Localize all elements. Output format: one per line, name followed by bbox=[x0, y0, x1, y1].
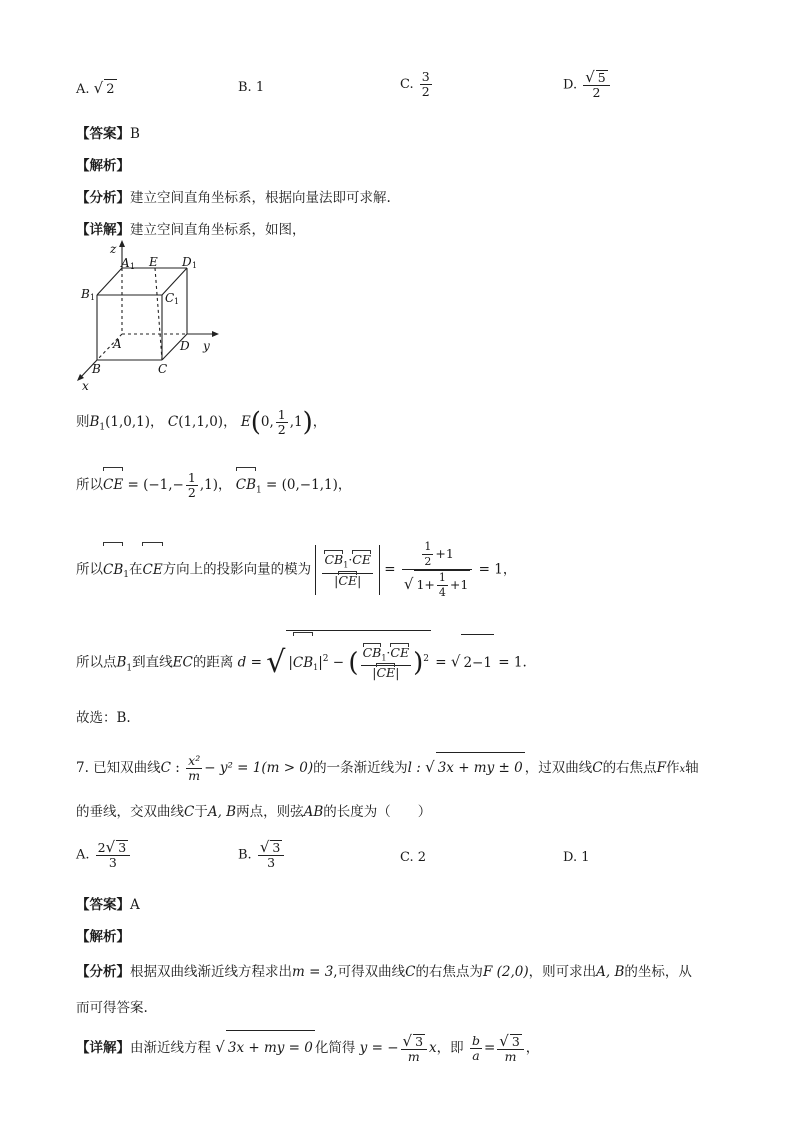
text: 所以 bbox=[76, 561, 103, 578]
x-symbol: x bbox=[679, 764, 686, 775]
point-e: E bbox=[240, 414, 251, 430]
label-c1-sub: 1 bbox=[174, 297, 180, 306]
exponent: 2 bbox=[322, 654, 329, 664]
plus-term: +1 bbox=[435, 546, 454, 561]
term: 1+ bbox=[416, 577, 435, 592]
chord-ab: AB bbox=[303, 804, 324, 820]
text: 的右焦点 bbox=[602, 760, 657, 776]
m-value: m = 3 bbox=[292, 964, 334, 980]
numerator: √ 3 bbox=[401, 1034, 428, 1050]
x-symbol: x bbox=[429, 1040, 437, 1056]
label-d: D bbox=[180, 339, 190, 353]
answer-tag: 【答案】 bbox=[76, 897, 130, 913]
line-ec: EC bbox=[172, 654, 193, 671]
text: ，即 bbox=[436, 1040, 464, 1056]
denominator: 2 bbox=[421, 84, 430, 99]
q7-option-c: C. 2 bbox=[400, 850, 427, 865]
text: 的一条渐近线为 bbox=[313, 760, 408, 776]
label-x: x bbox=[82, 379, 89, 393]
q7-xiangjie: 【详解】由渐近线方程 √ 3x + my = 0 化简得 y = − $\frac{√ 3}{m}$ x，即 $\frac{b}{a}$ = $\frac{√ 3}{m}$ ， bbox=[76, 1031, 540, 1064]
label-d1-sub: 1 bbox=[192, 261, 198, 270]
label-a1-sub: 1 bbox=[130, 262, 136, 271]
edge-a1-b1 bbox=[97, 268, 122, 295]
point-b1: B bbox=[116, 654, 127, 671]
denominator: a bbox=[472, 1048, 480, 1063]
fraction bbox=[258, 840, 285, 870]
q6-fenxi bbox=[76, 188, 391, 208]
denominator: m bbox=[188, 768, 201, 783]
q6-vectors: 所以CE = (−1,− $\frac{1}{2}$ ,1)， $CB_1 = (0,-1,1)$， bbox=[76, 470, 352, 500]
fenxi-text: 建立空间直角坐标系，根据向量法即可求解. bbox=[130, 190, 391, 206]
radical-expression: $|CB_1|^2$ − ( $\frac{CB_1\cdot CE}{|CE|}$ )$^2$ bbox=[286, 630, 431, 696]
xiangjie-tag: 【详解】 bbox=[76, 222, 130, 238]
q7-stem-line2: 的垂线，交双曲线C于A, B两点，则弦AB的长度为（ ） bbox=[76, 804, 432, 820]
q6-analysis-tag: 【解析】 bbox=[76, 158, 130, 174]
z-arrow-icon bbox=[119, 240, 125, 247]
denominator: 2 bbox=[592, 85, 601, 100]
radicand: 5 bbox=[597, 70, 606, 85]
denominator: 4 bbox=[438, 586, 446, 599]
cube-diagram bbox=[72, 238, 232, 393]
q7-stem-line1: 7. 已知双曲线C : $\frac{\text{x²}}{m}$ − y² = 1(m > 0)的一条渐近线为l : √ 3x + my ± 0 ，过双曲线C的右焦点F作x轴 bbox=[76, 753, 699, 783]
q7-option-a bbox=[76, 840, 132, 870]
radicand: 3 bbox=[511, 1033, 520, 1049]
fraction bbox=[402, 540, 472, 600]
fraction bbox=[96, 840, 130, 870]
points-ab: A, B bbox=[596, 964, 625, 980]
vector-cb1: CB bbox=[236, 470, 256, 500]
term: +1 bbox=[449, 577, 469, 592]
fraction bbox=[420, 70, 432, 99]
numerator: x² bbox=[188, 753, 201, 768]
text: ,可得双曲线 bbox=[333, 964, 406, 980]
subscript: 1 bbox=[126, 663, 133, 674]
text: 在 bbox=[128, 561, 143, 578]
denominator: |CE| bbox=[334, 572, 362, 588]
numerator: 3 bbox=[421, 69, 430, 84]
asymptote-eq: 3x + my = 0 bbox=[226, 1030, 315, 1065]
denominator: 3 bbox=[267, 855, 276, 870]
option-letter: A. bbox=[76, 82, 90, 97]
distance-symbol: d = bbox=[237, 654, 262, 671]
q6-option-c bbox=[400, 70, 434, 99]
abs-value bbox=[315, 545, 380, 595]
sqrt-sign: √ bbox=[93, 79, 104, 97]
numerator: √ 5 bbox=[583, 70, 610, 86]
fenxi-tag: 【分析】 bbox=[76, 964, 130, 980]
fraction bbox=[401, 1031, 428, 1064]
fraction bbox=[186, 754, 202, 783]
answer-tag: 【答案】 bbox=[76, 126, 130, 142]
text: 所以点 bbox=[76, 654, 117, 671]
text: 到直线 bbox=[132, 654, 173, 671]
result: = 1. bbox=[498, 654, 527, 671]
line-l: l : bbox=[407, 760, 421, 776]
label-b: B bbox=[92, 362, 101, 376]
vector-value: = (0,−1,1) bbox=[266, 477, 338, 493]
option-letter: B. bbox=[238, 847, 252, 863]
text: 根据双曲线渐近线方程求出 bbox=[130, 964, 292, 980]
denominator: 3 bbox=[108, 855, 117, 870]
label-c1: C bbox=[165, 291, 175, 305]
segment-e-c-dashed bbox=[155, 268, 162, 360]
text: 方向上的投影向量的模为 bbox=[162, 561, 312, 578]
fraction bbox=[470, 1034, 482, 1063]
label-a: A bbox=[113, 337, 122, 351]
q6-option-d bbox=[563, 70, 612, 100]
equation: − y² = 1 bbox=[204, 760, 262, 776]
fraction bbox=[497, 1031, 524, 1064]
label-z: z bbox=[110, 242, 117, 256]
text: 的垂线，交双曲线 bbox=[76, 804, 184, 820]
radicand: 3 bbox=[118, 840, 127, 855]
text: 化简得 bbox=[314, 1040, 356, 1056]
y-expr: y = − bbox=[359, 1040, 399, 1056]
q6-distance: 所以点$B_1$到直线EC的距离 d = √ $|CB_1|^2$ − ( $\frac{CB_1\cdot CE}{|CE|}$ )$^2$ = √ 2−1 = 1. bbox=[76, 630, 527, 696]
fraction bbox=[276, 408, 288, 437]
numerator: 1 bbox=[277, 407, 286, 422]
label-y: y bbox=[203, 339, 210, 353]
q7-analysis-tag: 【解析】 bbox=[76, 929, 130, 945]
radicand: 2 bbox=[104, 79, 116, 100]
equals: = bbox=[483, 1040, 496, 1056]
label-e: E bbox=[149, 255, 158, 269]
q6-coordinates: 则$B_1(1,0,1)$， C(1,1,0)， E(0, $\frac{1}{2}$ ,1)， bbox=[76, 407, 327, 438]
xiangjie-tag: 【详解】 bbox=[76, 1040, 130, 1056]
focus-coord: F (2,0) bbox=[482, 964, 529, 980]
coefficient: 2 bbox=[97, 840, 106, 855]
point-c: C bbox=[167, 414, 179, 430]
radicand: 2−1 bbox=[461, 634, 494, 691]
text: 于 bbox=[194, 804, 208, 820]
text: ，过双曲线 bbox=[524, 760, 593, 776]
text: 作 bbox=[665, 760, 680, 776]
subscript: 1 bbox=[256, 485, 262, 496]
q6-answer bbox=[76, 124, 140, 144]
denominator: m bbox=[504, 1048, 517, 1064]
curve-c: C bbox=[160, 760, 172, 776]
numerator: 2√ 3 bbox=[96, 840, 130, 856]
text: 的右焦点为 bbox=[415, 964, 483, 980]
radicand: 3 bbox=[415, 1033, 424, 1049]
text: 的坐标，从 bbox=[624, 964, 692, 980]
option-letter: C. bbox=[400, 77, 414, 92]
result: = 1 bbox=[478, 561, 503, 578]
numerator: 1 bbox=[187, 470, 196, 485]
numerator: 1 bbox=[438, 571, 446, 584]
fraction bbox=[322, 553, 373, 588]
option-letter: D. bbox=[563, 77, 578, 93]
option-letter: A. bbox=[76, 847, 90, 863]
points-ab: A, B bbox=[207, 804, 237, 820]
text: 两点，则弦 bbox=[236, 804, 304, 820]
text: 的长度为（ ） bbox=[323, 804, 432, 820]
numerator: b bbox=[471, 1033, 480, 1048]
numerator: √ 3 bbox=[258, 840, 285, 856]
fenxi-tag: 【分析】 bbox=[76, 190, 130, 206]
q6-conclusion: 故选：B. bbox=[76, 710, 131, 726]
text: 所以 bbox=[76, 477, 103, 493]
numerator: √ 3 bbox=[497, 1034, 524, 1050]
text: 轴 bbox=[685, 760, 699, 776]
condition: (m > 0) bbox=[261, 760, 314, 776]
denominator: √ 1+ $\frac{1}{4}$ +1 bbox=[403, 571, 469, 599]
q7-fenxi-line1: 【分析】根据双曲线渐近线方程求出m = 3,可得双曲线C的右焦点为F (2,0)，则可求出A, B的坐标，从 bbox=[76, 964, 692, 980]
fraction bbox=[186, 471, 198, 500]
q6-xiangjie bbox=[76, 220, 306, 240]
point-b1: B bbox=[89, 414, 100, 430]
q7-fenxi-line2: 而可得答案. bbox=[76, 1000, 148, 1016]
denominator: 2 bbox=[187, 485, 196, 500]
label-b1-sub: 1 bbox=[90, 293, 96, 302]
coord-part: 0, bbox=[260, 414, 274, 430]
q6-option-b: B. 1 bbox=[238, 80, 265, 95]
label-c: C bbox=[158, 362, 168, 376]
text: ，则可求出 bbox=[528, 964, 597, 980]
coord-value: (1,0,1) bbox=[105, 414, 151, 430]
label-d1: D bbox=[182, 255, 192, 269]
text: ， bbox=[525, 1040, 540, 1056]
text: 由渐近线方程 bbox=[130, 1040, 211, 1056]
vector-value: = (−1,− bbox=[127, 477, 184, 493]
answer-value: A bbox=[130, 897, 140, 913]
coord-value: (1,1,0) bbox=[178, 414, 224, 430]
q6-projection: 所以$CB_1$在CE方向上的投影向量的模为 $\frac{CB_1\cdot CE}{|CE|}$ = $\frac{1}{2}$ +1 √ 1+ $\frac{1}{4}$ +1 = 1， bbox=[76, 540, 517, 599]
q6-option-a bbox=[76, 78, 117, 100]
vector-ce: CE bbox=[103, 470, 123, 500]
fraction bbox=[583, 70, 610, 100]
curve-c: C bbox=[592, 760, 603, 776]
text: 的距离 bbox=[192, 654, 234, 671]
numerator: 1 bbox=[424, 540, 432, 553]
label-a1: A bbox=[121, 256, 130, 270]
focus-f: F bbox=[656, 760, 666, 776]
coord-part: ,1 bbox=[289, 414, 303, 430]
xiangjie-text: 建立空间直角坐标系，如图， bbox=[130, 222, 306, 238]
answer-value: B bbox=[130, 126, 140, 142]
numerator bbox=[402, 540, 472, 570]
label-b1: B bbox=[81, 287, 90, 301]
text: 7. 已知双曲线 bbox=[76, 760, 161, 776]
denominator: 2 bbox=[424, 555, 432, 568]
y-arrow-icon bbox=[212, 331, 219, 337]
subscript: 1 bbox=[99, 422, 106, 433]
vector-value: ,1) bbox=[199, 477, 218, 493]
denominator: m bbox=[407, 1048, 420, 1064]
asymptote-eq: 3x + my ± 0 bbox=[436, 752, 525, 783]
denominator: 2 bbox=[277, 422, 286, 437]
q7-option-d: D. 1 bbox=[563, 850, 590, 865]
text: 则 bbox=[76, 414, 90, 430]
q7-option-b bbox=[238, 840, 286, 870]
radicand: 3 bbox=[272, 840, 281, 855]
numerator: $CB_1\cdot CE$ bbox=[322, 553, 373, 574]
q7-answer bbox=[76, 895, 140, 915]
